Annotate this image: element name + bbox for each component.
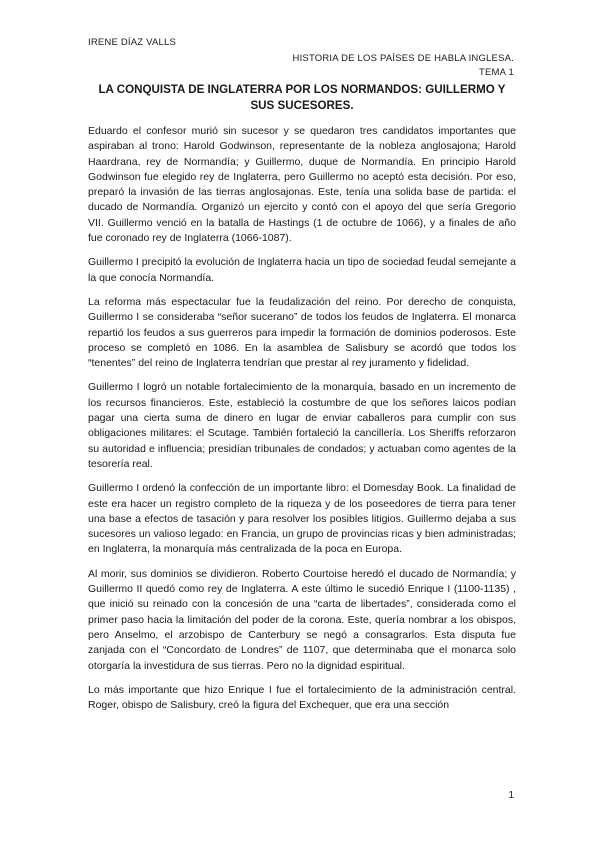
paragraph: Lo más importante que hizo Enrique I fue el fortalecimiento de la administración central. Roger, obispo de Salisbury, creó la figura del Exchequer, que era una sección [88,683,516,712]
header-topic: TEMA 1 [479,67,514,78]
paragraph: Al morir, sus dominios se dividieron. Roberto Courtoise heredó el ducado de Normandía; y Guillermo II quedó como rey de Inglaterra. A este último le sucedió Enrique I (1100-1135) , que inició su reinado con la concesión de una “carta de libertades”, considerada como el primer paso hacia la limitación del poder de la corona. Este, quería nombrar a los obispos, pero Anselmo, el arzobispo de Canterbury se negó a consagrarlos. Esta disputa fue zanjada con el “Concordato de Londres” de 1107, que determinaba que el monarca solo otorgaría la investidura de sus tierras. Pero no la dignidad espiritual. [88,567,516,672]
header-author: IRENE DÍAZ VALLS [88,37,177,48]
page-title: LA CONQUISTA DE INGLATERRA POR LOS NORMANDOS: GUILLERMO Y SUS SUCESORES. [98,83,506,112]
header-right [293,52,514,80]
paragraph: Guillermo I precipitó la evolución de Inglaterra hacia un tipo de sociedad feudal semejante a la que conocía Normandía. [88,256,516,284]
paragraph: Eduardo el confesor murió sin sucesor y se quedaron tres candidatos importantes que aspiraban al trono: Harold Godwinson, representante de la nobleza anglosajona; Harold Haardrana, rey de Normandía; y Guillermo, duque de Normandía. En principio Harold Godwinson fue elegido rey de Inglaterra, pero Guillermo no aceptó esta decisión. Por eso, preparó la invasión de las tierras anglosajonas. Este, tenía una solida base de partida: el ducado de Normandía. Organizó un ejercito y contó con el apoyo del que sería Gregorio VII. Guillermo venció en la batalla de Hastings (1 de octubre de 1066), y a finales de año fue coronado rey de Inglaterra (1066-1087). [88,125,516,245]
header-course: HISTORIA DE LOS PAÍSES DE HABLA INGLESA. [292,53,514,64]
page-number: 1 [508,790,514,801]
document-body [88,124,516,713]
paragraph: La reforma más espectacular fue la feudalización del reino. Por derecho de conquista, Guillermo I se consideraba “señor sucerano” de todos los feudos de Inglaterra. El monarca repartió los feudos a sus guerreros para impedir la formación de dominios poderosos. Este proceso se completó en 1086. En la asamblea de Salisbury se acordó que todos los “tenentes” del reino de Inglaterra tendrían que prestar al rey juramento y fidelidad. [88,295,516,370]
paragraph: Guillermo I logró un notable fortalecimiento de la monarquía, basado en un incremento de los recursos financieros. Este, estableció la costumbre de que los señores laicos podían pagar una cierta suma de dinero en lugar de enviar caballeros para cumplir con sus obligaciones militares: el Scutage. También fortaleció la cancillería. Los Sheriffs reforzaron su autoridad e influencia; presidían tribunales de condados; y actuaban como agentes de la tesorería real. [88,381,516,470]
paragraph: Guillermo I ordenó la confección de un importante libro: el Domesday Book. La finalidad de este era hacer un registro completo de la riqueza y de los poseedores de tierra para tener una base a efectos de tasación y para resolver los posibles litigios. Guillermo dejaba a sus sucesores un valioso legado: en Francia, un grupo de provincias ricas y bien administradas; en Inglaterra, la monarquía más centralizada de la poca en Europa. [88,482,516,556]
